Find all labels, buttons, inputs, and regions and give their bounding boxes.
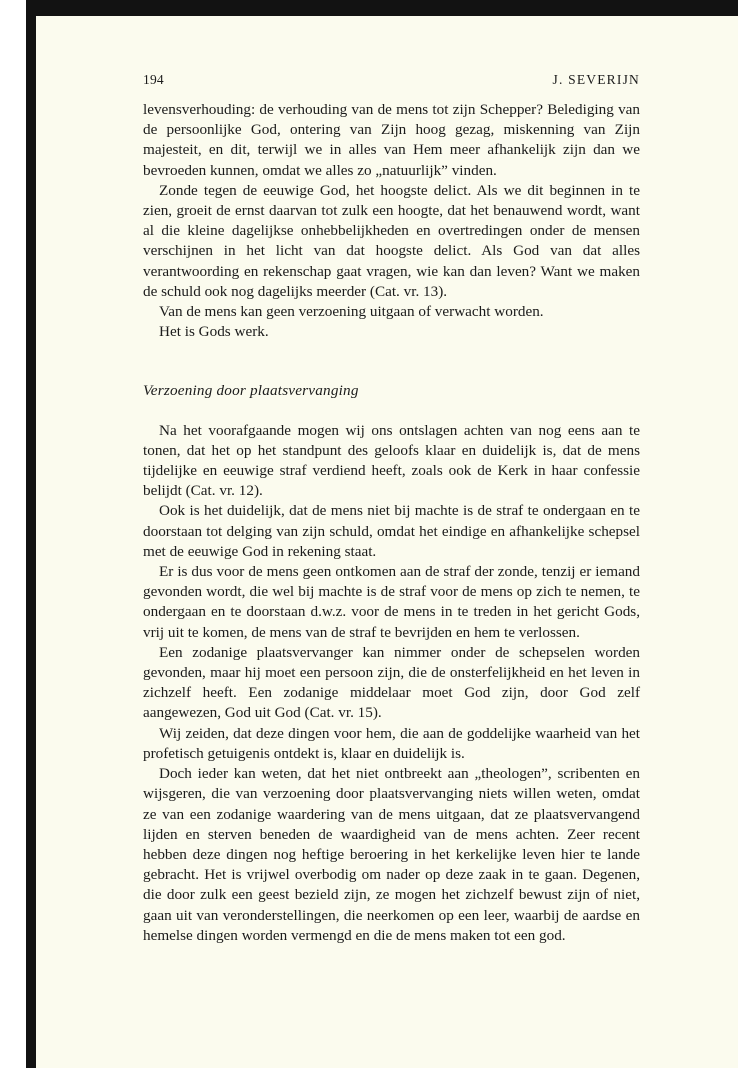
paragraph: Doch ieder kan weten, dat het niet ontbreekt aan „theologen”, scribenten en wijsgeren, die van verzoening door plaatsvervanging niets willen weten, omdat ze van een zodanige waardering van de mens uitgaan, dat ze plaatsvervangend lijden en sterven beneden de waardigheid van de mens achten. Zeer recent hebben deze dingen nog heftige beroering in het kerkelijke leven hier te lande gebracht. Het is vrijwel overbodig om nader op deze zaak in te gaan. Degenen, die door zulk een geest bezield zijn, ze mogen het zichzelf bewust zijn of niet, gaan uit van veronderstellingen, die neerkomen op een leer, waarbij de aardse en hemelse dingen worden vermengd en die de mens maken tot een god. [143,765,640,944]
page-header [143,72,640,92]
section-heading: Verzoening door plaatsvervanging [143,382,359,400]
scan-left-edge [26,0,36,1068]
paragraph: Zonde tegen de eeuwige God, het hoogste delict. Als we dit beginnen in te zien, groeit de ernst daarvan tot zulk een hoogte, dat het benauwend wordt, want al die kleine dagelijkse onhebbelijkheden en overtredingen onder de mensen verschijnen in het licht van dat hoogste delict. Als God van dat alles verantwoording en rekenschap gaat vragen, wie kan dan leven? Want we maken de schuld ook nog dagelijks meerder (Cat. vr. 13). [143,181,640,300]
scan-margin [0,0,26,1068]
body-text [143,100,640,946]
paragraph: Van de mens kan geen verzoening uitgaan of verwacht worden. [159,303,544,321]
paragraph: Ook is het duidelijk, dat de mens niet bij machte is de straf te ondergaan en te doorstaan tot delging van zijn schuld, omdat het eindige en afhankelijke schepsel met de eeuwige God in rekening staat. [143,502,640,560]
scan-top-edge [26,0,738,16]
paragraph: levensverhouding: de verhouding van de mens tot zijn Schepper? Belediging van de persoonlijke God, ontering van Zijn hoog gezag, miskenning van Zijn majesteit, en dit, terwijl we in alles van Hem meer afhankelijk zijn dan we bevroeden kunnen, omdat we alles zo „natuurlijk” vinden. [143,101,640,179]
running-head-author: J. SEVERIJN [552,72,640,87]
paragraph: Na het voorafgaande mogen wij ons ontslagen achten van nog eens aan te tonen, dat het op het standpunt des geloofs klaar en duidelijk is, dat de mens tijdelijke en eeuwige straf verdiend heeft, zoals ook de Kerk in haar confessie belijdt (Cat. vr. 12). [143,421,640,500]
paragraph: Wij zeiden, dat deze dingen voor hem, die aan de goddelijke waarheid van het profetisch getuigenis ontdekt is, klaar en duidelijk is. [143,724,640,762]
paragraph: Er is dus voor de mens geen ontkomen aan de straf der zonde, tenzij er iemand gevonden wordt, die wel bij machte is de straf voor de mens op zich te nemen, te ondergaan en te doorstaan d.w.z. voor de mens in te treden in het gericht Gods, vrij uit te komen, de mens van de straf te bevrijden en hem te verlossen. [143,563,640,641]
paragraph: Het is Gods werk. [159,323,269,341]
paragraph: Een zodanige plaatsvervanger kan nimmer onder de schepselen worden gevonden, maar hij moet een persoon zijn, die de onsterfelijkheid en het leven in zichzelf heeft. Een zodanige middelaar moet God zijn, door God zelf aangewezen, God uit God (Cat. vr. 15). [143,643,640,722]
page-number: 194 [143,72,164,87]
